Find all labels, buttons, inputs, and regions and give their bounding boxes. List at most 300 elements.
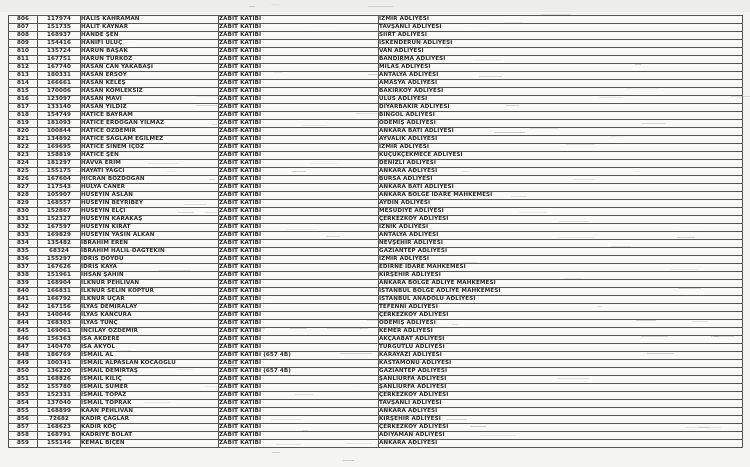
name-cell: İNCİLAY ÖZDEMİR bbox=[81, 328, 219, 336]
registry-id-cell: 167156 bbox=[38, 304, 81, 312]
row-number-cell: 826 bbox=[9, 176, 38, 184]
registry-id-cell: 155780 bbox=[38, 384, 81, 392]
court-cell: AYVALIK ADLİYESİ bbox=[379, 136, 743, 144]
table-row bbox=[9, 424, 743, 432]
registry-id-cell: 167604 bbox=[38, 176, 81, 184]
registry-id-cell: 152867 bbox=[38, 208, 81, 216]
title-cell: ZABIT KATİBİ bbox=[219, 112, 379, 120]
title-cell: ZABIT KATİBİ bbox=[219, 408, 379, 416]
table-row bbox=[9, 344, 743, 352]
court-cell: İZMİR ADLİYESİ bbox=[379, 256, 743, 264]
row-number-cell: 850 bbox=[9, 368, 38, 376]
title-cell: ZABIT KATİBİ bbox=[219, 256, 379, 264]
registry-id-cell: 180331 bbox=[38, 72, 81, 80]
title-cell: ZABIT KATİBİ bbox=[219, 128, 379, 136]
registry-id-cell: 117974 bbox=[38, 16, 81, 24]
table-row bbox=[9, 328, 743, 336]
court-cell: İZNİK ADLİYESİ bbox=[379, 224, 743, 232]
court-cell: DENİZLİ ADLİYESİ bbox=[379, 160, 743, 168]
table-row bbox=[9, 264, 743, 272]
staff-table bbox=[8, 15, 743, 448]
table-row bbox=[9, 304, 743, 312]
registry-id-cell: 155146 bbox=[38, 440, 81, 448]
row-number-cell: 825 bbox=[9, 168, 38, 176]
name-cell: HÜSEYİN KARAKAŞ bbox=[81, 216, 219, 224]
title-cell: ZABIT KATİBİ bbox=[219, 328, 379, 336]
court-cell: İZMİR ADLİYESİ bbox=[379, 16, 743, 24]
name-cell: KADRİYE BOLAT bbox=[81, 432, 219, 440]
title-cell: ZABIT KATİBİ bbox=[219, 440, 379, 448]
registry-id-cell: 155297 bbox=[38, 256, 81, 264]
court-cell: ÇERKEZKÖY ADLİYESİ bbox=[379, 392, 743, 400]
row-number-cell: 852 bbox=[9, 384, 38, 392]
registry-id-cell: 154416 bbox=[38, 40, 81, 48]
row-number-cell: 820 bbox=[9, 128, 38, 136]
registry-id-cell: 168303 bbox=[38, 320, 81, 328]
row-number-cell: 807 bbox=[9, 24, 38, 32]
court-cell: SİİRT ADLİYESİ bbox=[379, 32, 743, 40]
registry-id-cell: 166792 bbox=[38, 296, 81, 304]
table-row bbox=[9, 416, 743, 424]
title-cell: ZABIT KATİBİ bbox=[219, 392, 379, 400]
table-row bbox=[9, 176, 743, 184]
row-number-cell: 854 bbox=[9, 400, 38, 408]
row-number-cell: 842 bbox=[9, 304, 38, 312]
name-cell: HANİFİ ULUÇ bbox=[81, 40, 219, 48]
row-number-cell: 824 bbox=[9, 160, 38, 168]
table-row bbox=[9, 280, 743, 288]
title-cell: ZABIT KATİBİ bbox=[219, 96, 379, 104]
table-row bbox=[9, 96, 743, 104]
title-cell: ZABIT KATİBİ bbox=[219, 312, 379, 320]
name-cell: HASAN YILDIZ bbox=[81, 104, 219, 112]
row-number-cell: 856 bbox=[9, 416, 38, 424]
title-cell: ZABIT KATİBİ (657 4B) bbox=[219, 352, 379, 360]
title-cell: ZABIT KATİBİ bbox=[219, 400, 379, 408]
court-cell: ŞANLIURFA ADLİYESİ bbox=[379, 376, 743, 384]
court-cell: BANDIRMA ADLİYESİ bbox=[379, 56, 743, 64]
name-cell: İLKNUR PEHLİVAN bbox=[81, 280, 219, 288]
title-cell: ZABIT KATİBİ bbox=[219, 208, 379, 216]
row-number-cell: 839 bbox=[9, 280, 38, 288]
registry-id-cell: 166831 bbox=[38, 288, 81, 296]
registry-id-cell: 167597 bbox=[38, 224, 81, 232]
row-number-cell: 836 bbox=[9, 256, 38, 264]
court-cell: TAVŞANLI ADLİYESİ bbox=[379, 400, 743, 408]
title-cell: ZABIT KATİBİ bbox=[219, 32, 379, 40]
title-cell: ZABIT KATİBİ (657 4B) bbox=[219, 368, 379, 376]
title-cell: ZABIT KATİBİ bbox=[219, 304, 379, 312]
table-row bbox=[9, 256, 743, 264]
registry-id-cell: 140470 bbox=[38, 344, 81, 352]
name-cell: KAAN PEHLİVAN bbox=[81, 408, 219, 416]
row-number-cell: 833 bbox=[9, 232, 38, 240]
row-number-cell: 837 bbox=[9, 264, 38, 272]
court-cell: TURGUTLU ADLİYESİ bbox=[379, 344, 743, 352]
row-number-cell: 822 bbox=[9, 144, 38, 152]
table-row bbox=[9, 392, 743, 400]
registry-id-cell: 168826 bbox=[38, 376, 81, 384]
name-cell: HATİCE ERDOĞAN YILMAZ bbox=[81, 120, 219, 128]
row-number-cell: 855 bbox=[9, 408, 38, 416]
title-cell: ZABIT KATİBİ bbox=[219, 80, 379, 88]
title-cell: ZABIT KATİBİ bbox=[219, 16, 379, 24]
row-number-cell: 813 bbox=[9, 72, 38, 80]
court-cell: BİNGÖL ADLİYESİ bbox=[379, 112, 743, 120]
title-cell: ZABIT KATİBİ bbox=[219, 24, 379, 32]
row-number-cell: 851 bbox=[9, 376, 38, 384]
title-cell: ZABIT KATİBİ bbox=[219, 64, 379, 72]
table-row bbox=[9, 400, 743, 408]
name-cell: KADİR KOÇ bbox=[81, 424, 219, 432]
court-cell: AYDIN ADLİYESİ bbox=[379, 200, 743, 208]
row-number-cell: 823 bbox=[9, 152, 38, 160]
court-cell: ANTALYA ADLİYESİ bbox=[379, 72, 743, 80]
title-cell: ZABIT KATİBİ bbox=[219, 248, 379, 256]
registry-id-cell: 134892 bbox=[38, 136, 81, 144]
table-row bbox=[9, 112, 743, 120]
table-row bbox=[9, 56, 743, 64]
title-cell: ZABIT KATİBİ bbox=[219, 432, 379, 440]
registry-id-cell: 137040 bbox=[38, 400, 81, 408]
name-cell: HATİCE SİNEM İÇÖZ bbox=[81, 144, 219, 152]
court-cell: İZMİR ADLİYESİ bbox=[379, 144, 743, 152]
court-cell: İSTANBUL ANADOLU ADLİYESİ bbox=[379, 296, 743, 304]
title-cell: ZABIT KATİBİ bbox=[219, 264, 379, 272]
court-cell: AMASYA ADLİYESİ bbox=[379, 80, 743, 88]
title-cell: ZABIT KATİBİ bbox=[219, 88, 379, 96]
name-cell: HARUN BAŞAK bbox=[81, 48, 219, 56]
title-cell: ZABIT KATİBİ bbox=[219, 224, 379, 232]
court-cell: ÇERKEZKÖY ADLİYESİ bbox=[379, 312, 743, 320]
row-number-cell: 815 bbox=[9, 88, 38, 96]
name-cell: HASAN KELEŞ bbox=[81, 80, 219, 88]
table-row bbox=[9, 352, 743, 360]
row-number-cell: 819 bbox=[9, 120, 38, 128]
row-number-cell: 857 bbox=[9, 424, 38, 432]
registry-id-cell: 136220 bbox=[38, 368, 81, 376]
table-row bbox=[9, 128, 743, 136]
name-cell: İLYAS TUNÇ bbox=[81, 320, 219, 328]
court-cell: MİLAS ADLİYESİ bbox=[379, 64, 743, 72]
title-cell: ZABIT KATİBİ bbox=[219, 152, 379, 160]
title-cell: ZABIT KATİBİ bbox=[219, 384, 379, 392]
table-row bbox=[9, 408, 743, 416]
registry-id-cell: 100844 bbox=[38, 128, 81, 136]
name-cell: İBRAHİM EREN bbox=[81, 240, 219, 248]
row-number-cell: 844 bbox=[9, 320, 38, 328]
name-cell: HATİCE ŞEN bbox=[81, 152, 219, 160]
row-number-cell: 808 bbox=[9, 32, 38, 40]
row-number-cell: 848 bbox=[9, 352, 38, 360]
court-cell: ADIYAMAN ADLİYESİ bbox=[379, 432, 743, 440]
row-number-cell: 830 bbox=[9, 208, 38, 216]
court-cell: KASTAMONU ADLİYESİ bbox=[379, 360, 743, 368]
title-cell: ZABIT KATİBİ bbox=[219, 48, 379, 56]
table-row bbox=[9, 296, 743, 304]
court-cell: ULUS ADLİYESİ bbox=[379, 96, 743, 104]
table-row bbox=[9, 440, 743, 448]
table-body bbox=[9, 16, 743, 448]
court-cell: DİYARBAKIR ADLİYESİ bbox=[379, 104, 743, 112]
title-cell: ZABIT KATİBİ bbox=[219, 288, 379, 296]
name-cell: İLYAS DEMİRALAY bbox=[81, 304, 219, 312]
title-cell: ZABIT KATİBİ bbox=[219, 296, 379, 304]
registry-id-cell: 181297 bbox=[38, 160, 81, 168]
court-cell: KEMER ADLİYESİ bbox=[379, 328, 743, 336]
name-cell: KADİR ÇAĞLAR bbox=[81, 416, 219, 424]
row-number-cell: 840 bbox=[9, 288, 38, 296]
title-cell: ZABIT KATİBİ bbox=[219, 232, 379, 240]
court-cell: İSKENDERUN ADLİYESİ bbox=[379, 40, 743, 48]
court-cell: BAKIRKÖY ADLİYESİ bbox=[379, 88, 743, 96]
court-cell: ÇERKEZKÖY ADLİYESİ bbox=[379, 424, 743, 432]
title-cell: ZABIT KATİBİ bbox=[219, 120, 379, 128]
table-row bbox=[9, 136, 743, 144]
name-cell: HÜLYA CANER bbox=[81, 184, 219, 192]
row-number-cell: 811 bbox=[9, 56, 38, 64]
title-cell: ZABIT KATİBİ bbox=[219, 216, 379, 224]
name-cell: HÜSEYİN YASİN ALKAN bbox=[81, 232, 219, 240]
court-cell: ANKARA BÖLGE İDARE MAHKEMESİ bbox=[379, 192, 743, 200]
court-cell: ANKARA BÖLGE ADLİYE MAHKEMESİ bbox=[379, 280, 743, 288]
title-cell: ZABIT KATİBİ bbox=[219, 416, 379, 424]
table-row bbox=[9, 208, 743, 216]
row-number-cell: 817 bbox=[9, 104, 38, 112]
name-cell: İDRİS KAYA bbox=[81, 264, 219, 272]
row-number-cell: 858 bbox=[9, 432, 38, 440]
court-cell: MESUDİYE ADLİYESİ bbox=[379, 208, 743, 216]
name-cell: İSMAİL ALPASLAN KOCAOĞLU bbox=[81, 360, 219, 368]
registry-id-cell: 151735 bbox=[38, 24, 81, 32]
registry-id-cell: 168791 bbox=[38, 432, 81, 440]
name-cell: HASAN ERSOY bbox=[81, 72, 219, 80]
table-row bbox=[9, 72, 743, 80]
name-cell: İSMAİL SÜMER bbox=[81, 384, 219, 392]
registry-id-cell: 152331 bbox=[38, 392, 81, 400]
row-number-cell: 845 bbox=[9, 328, 38, 336]
title-cell: ZABIT KATİBİ bbox=[219, 136, 379, 144]
name-cell: İSMAİL TOPAZ bbox=[81, 392, 219, 400]
table-row bbox=[9, 88, 743, 96]
registry-id-cell: 158819 bbox=[38, 152, 81, 160]
table-row bbox=[9, 368, 743, 376]
name-cell: HİCRAN BOZDOĞAN bbox=[81, 176, 219, 184]
row-number-cell: 846 bbox=[9, 336, 38, 344]
row-number-cell: 810 bbox=[9, 48, 38, 56]
title-cell: ZABIT KATİBİ bbox=[219, 240, 379, 248]
registry-id-cell: 72682 bbox=[38, 416, 81, 424]
table-row bbox=[9, 152, 743, 160]
court-cell: VAN ADLİYESİ bbox=[379, 48, 743, 56]
row-number-cell: 859 bbox=[9, 440, 38, 448]
name-cell: KEMAL BİÇEN bbox=[81, 440, 219, 448]
court-cell: KIRŞEHİR ADLİYESİ bbox=[379, 416, 743, 424]
registry-id-cell: 167626 bbox=[38, 264, 81, 272]
title-cell: ZABIT KATİBİ bbox=[219, 184, 379, 192]
title-cell: ZABIT KATİBİ bbox=[219, 376, 379, 384]
name-cell: HASAN CAN YAKABAŞI bbox=[81, 64, 219, 72]
table-row bbox=[9, 120, 743, 128]
registry-id-cell: 181093 bbox=[38, 120, 81, 128]
registry-id-cell: 168899 bbox=[38, 408, 81, 416]
title-cell: ZABIT KATİBİ bbox=[219, 176, 379, 184]
row-number-cell: 832 bbox=[9, 224, 38, 232]
name-cell: HÜSEYİN ELÇİ bbox=[81, 208, 219, 216]
title-cell: ZABIT KATİBİ bbox=[219, 280, 379, 288]
name-cell: İBRAHİM HALİL DAĞTEKİN bbox=[81, 248, 219, 256]
registry-id-cell: 156363 bbox=[38, 336, 81, 344]
row-number-cell: 843 bbox=[9, 312, 38, 320]
title-cell: ZABIT KATİBİ bbox=[219, 160, 379, 168]
table-row bbox=[9, 360, 743, 368]
row-number-cell: 828 bbox=[9, 192, 38, 200]
court-cell: ANKARA ADLİYESİ bbox=[379, 408, 743, 416]
title-cell: ZABIT KATİBİ bbox=[219, 360, 379, 368]
row-number-cell: 816 bbox=[9, 96, 38, 104]
registry-id-cell: 167740 bbox=[38, 64, 81, 72]
table-row bbox=[9, 160, 743, 168]
registry-id-cell: 167751 bbox=[38, 56, 81, 64]
court-cell: ÖDEMİŞ ADLİYESİ bbox=[379, 120, 743, 128]
table-row bbox=[9, 192, 743, 200]
registry-id-cell: 169829 bbox=[38, 232, 81, 240]
title-cell: ZABIT KATİBİ bbox=[219, 40, 379, 48]
row-number-cell: 834 bbox=[9, 240, 38, 248]
name-cell: İLYAS KANCURA bbox=[81, 312, 219, 320]
registry-id-cell: 140046 bbox=[38, 312, 81, 320]
registry-id-cell: 123097 bbox=[38, 96, 81, 104]
table-row bbox=[9, 16, 743, 24]
name-cell: HASAN KÖMLEKSİZ bbox=[81, 88, 219, 96]
name-cell: İDRİS DOYDU bbox=[81, 256, 219, 264]
name-cell: HAVVA ERİM bbox=[81, 160, 219, 168]
court-cell: ANKARA BATI ADLİYESİ bbox=[379, 184, 743, 192]
row-number-cell: 809 bbox=[9, 40, 38, 48]
registry-id-cell: 168557 bbox=[38, 200, 81, 208]
table-row bbox=[9, 32, 743, 40]
name-cell: HÜSEYİN KIRAT bbox=[81, 224, 219, 232]
name-cell: İLKNUR UÇAR bbox=[81, 296, 219, 304]
title-cell: ZABIT KATİBİ bbox=[219, 424, 379, 432]
name-cell: İLKNUR SELİN KOPTUR bbox=[81, 288, 219, 296]
registry-id-cell: 151961 bbox=[38, 272, 81, 280]
table-row bbox=[9, 80, 743, 88]
title-cell: ZABIT KATİBİ bbox=[219, 168, 379, 176]
registry-id-cell: 154749 bbox=[38, 112, 81, 120]
name-cell: HALİS KAHRAMAN bbox=[81, 16, 219, 24]
table-row bbox=[9, 40, 743, 48]
table-row bbox=[9, 248, 743, 256]
court-cell: ANKARA ADLİYESİ bbox=[379, 440, 743, 448]
registry-id-cell: 168904 bbox=[38, 280, 81, 288]
row-number-cell: 814 bbox=[9, 80, 38, 88]
row-number-cell: 827 bbox=[9, 184, 38, 192]
name-cell: İHSAN ŞAHİN bbox=[81, 272, 219, 280]
court-cell: KIRŞEHİR ADLİYESİ bbox=[379, 272, 743, 280]
table-row bbox=[9, 336, 743, 344]
title-cell: ZABIT KATİBİ bbox=[219, 320, 379, 328]
registry-id-cell: 166661 bbox=[38, 80, 81, 88]
table-row bbox=[9, 272, 743, 280]
court-cell: ÖDEMİŞ ADLİYESİ bbox=[379, 320, 743, 328]
court-cell: TEFENNİ ADLİYESİ bbox=[379, 304, 743, 312]
name-cell: İSMAİL DEMİRTAŞ bbox=[81, 368, 219, 376]
registry-id-cell: 68324 bbox=[38, 248, 81, 256]
court-cell: ŞANLIURFA ADLİYESİ bbox=[379, 384, 743, 392]
table-row bbox=[9, 184, 743, 192]
title-cell: ZABIT KATİBİ bbox=[219, 344, 379, 352]
table-row bbox=[9, 104, 743, 112]
name-cell: HASAN MAVİ bbox=[81, 96, 219, 104]
row-number-cell: 821 bbox=[9, 136, 38, 144]
title-cell: ZABIT KATİBİ bbox=[219, 200, 379, 208]
row-number-cell: 812 bbox=[9, 64, 38, 72]
name-cell: İSMAİL KILIÇ bbox=[81, 376, 219, 384]
court-cell: NEVŞEHİR ADLİYESİ bbox=[379, 240, 743, 248]
registry-id-cell: 100341 bbox=[38, 360, 81, 368]
title-cell: ZABIT KATİBİ bbox=[219, 272, 379, 280]
table-row bbox=[9, 240, 743, 248]
name-cell: HATİCE BAYRAM bbox=[81, 112, 219, 120]
name-cell: İSA AKDERE bbox=[81, 336, 219, 344]
court-cell: BURSA ADLİYESİ bbox=[379, 176, 743, 184]
name-cell: HALİT KAYNAR bbox=[81, 24, 219, 32]
court-cell: KÜÇÜKÇEKMECE ADLİYESİ bbox=[379, 152, 743, 160]
court-cell: GAZİANTEP ADLİYESİ bbox=[379, 368, 743, 376]
court-cell: GAZİANTEP ADLİYESİ bbox=[379, 248, 743, 256]
row-number-cell: 838 bbox=[9, 272, 38, 280]
registry-id-cell: 170006 bbox=[38, 88, 81, 96]
registry-id-cell: 105907 bbox=[38, 192, 81, 200]
row-number-cell: 831 bbox=[9, 216, 38, 224]
registry-id-cell: 135482 bbox=[38, 240, 81, 248]
registry-id-cell: 152327 bbox=[38, 216, 81, 224]
registry-id-cell: 168937 bbox=[38, 32, 81, 40]
registry-id-cell: 168623 bbox=[38, 424, 81, 432]
table-row bbox=[9, 320, 743, 328]
table-row bbox=[9, 64, 743, 72]
name-cell: HANDE ŞEN bbox=[81, 32, 219, 40]
court-cell: ANTALYA ADLİYESİ bbox=[379, 232, 743, 240]
court-cell: ANKARA BATI ADLİYESİ bbox=[379, 128, 743, 136]
row-number-cell: 829 bbox=[9, 200, 38, 208]
court-cell: İSTANBUL BÖLGE ADLİYE MAHKEMESİ bbox=[379, 288, 743, 296]
table-row bbox=[9, 312, 743, 320]
table-row bbox=[9, 224, 743, 232]
row-number-cell: 847 bbox=[9, 344, 38, 352]
court-cell: ÇERKEZKÖY ADLİYESİ bbox=[379, 216, 743, 224]
name-cell: HAYATİ YAĞCI bbox=[81, 168, 219, 176]
registry-id-cell: 186769 bbox=[38, 352, 81, 360]
table-row bbox=[9, 144, 743, 152]
table-row bbox=[9, 232, 743, 240]
court-cell: KARAYAZI ADLİYESİ bbox=[379, 352, 743, 360]
table-row bbox=[9, 24, 743, 32]
name-cell: HATİCE SAĞLAM EĞİLMEZ bbox=[81, 136, 219, 144]
row-number-cell: 853 bbox=[9, 392, 38, 400]
table-row bbox=[9, 432, 743, 440]
row-number-cell: 849 bbox=[9, 360, 38, 368]
table-row bbox=[9, 200, 743, 208]
title-cell: ZABIT KATİBİ bbox=[219, 56, 379, 64]
name-cell: HÜSEYİN BEYRİBEY bbox=[81, 200, 219, 208]
registry-id-cell: 135724 bbox=[38, 48, 81, 56]
registry-id-cell: 155175 bbox=[38, 168, 81, 176]
name-cell: İSMAİL AL bbox=[81, 352, 219, 360]
court-cell: ANKARA ADLİYESİ bbox=[379, 168, 743, 176]
row-number-cell: 818 bbox=[9, 112, 38, 120]
